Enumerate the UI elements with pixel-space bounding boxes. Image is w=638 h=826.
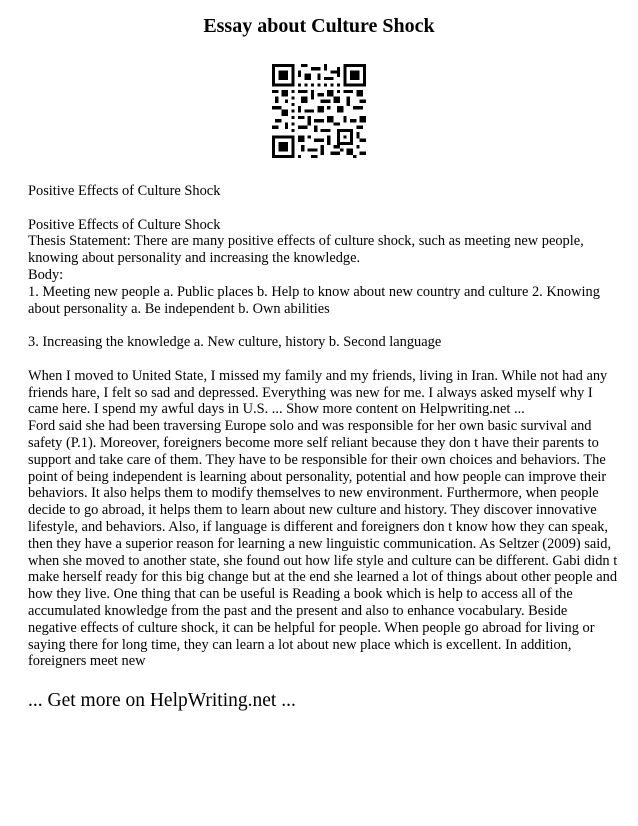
outline-point-3: 3. Increasing the knowledge a. New culture, history b. Second language [28,334,442,351]
spacer [28,200,618,217]
section-heading: Positive Effects of Culture Shock [28,183,221,199]
essay-content [28,183,618,670]
outline-heading: Positive Effects of Culture Shock [28,216,221,233]
get-more-link[interactable]: ... Get more on HelpWriting.net ... [28,690,296,711]
spacer [28,351,618,368]
thesis-statement: Thesis Statement: There are many positive effects of culture shock, such as meeting new people, knowing about personality and increasing the knowledge. [28,233,584,267]
qr-code-icon[interactable] [272,64,366,158]
paragraph-intro: When I moved to United State, I missed my family and my friends, living in Iran. While not had any friends hare, I felt so sad and depressed. Everything was new for me. I always asked myself why I came here. I spend my awful days in U.S. ... Show more content on Helpwriting.net ... [28,367,608,418]
outline-point-1: 1. Meeting new people a. Public places b. Help to know about new country and culture 2. Knowing about personality a. Be independent b. Own abilities [28,283,600,317]
paragraph-body: Ford said she had been traversing Europe solo and was responsible for her own basic survival and safety (P.1). Moreover, foreigners become more self reliant because they don t have their parents to support and take care of them. They have to be responsible for their own choices and behaviors. The point of being independent is learning about personality, potential and how people can improve their behaviors. It also helps them to modify themselves to new environment. Furthermore, when people decide to go abroad, it helps them to learn about new culture and history. They discover innovative lifestyle, and behaviors. Also, if language is different and foreigners don t know how they can speak, then they have a superior reason for learning a new linguistic communication. As Seltzer (2009) said, when she moved to another state, she found out how life style and culture can be different. Gabi didn t make herself ready for this big change but at the end she learned a lot of things about other people and how they live. One thing that can be useful is Reading a book which is help to access all of the accumulated knowledge from the past and the present and also to enhance vocabulary. Beside negative effects of culture shock, it can be helpful for people. When people go abroad for living or saying there for long time, they can learn a lot about new place which is excellent. In addition, foreigners meet new [28,418,618,670]
document-title: Essay about Culture Shock [203,15,435,37]
spacer [28,317,618,334]
body-label: Body: [28,266,64,283]
